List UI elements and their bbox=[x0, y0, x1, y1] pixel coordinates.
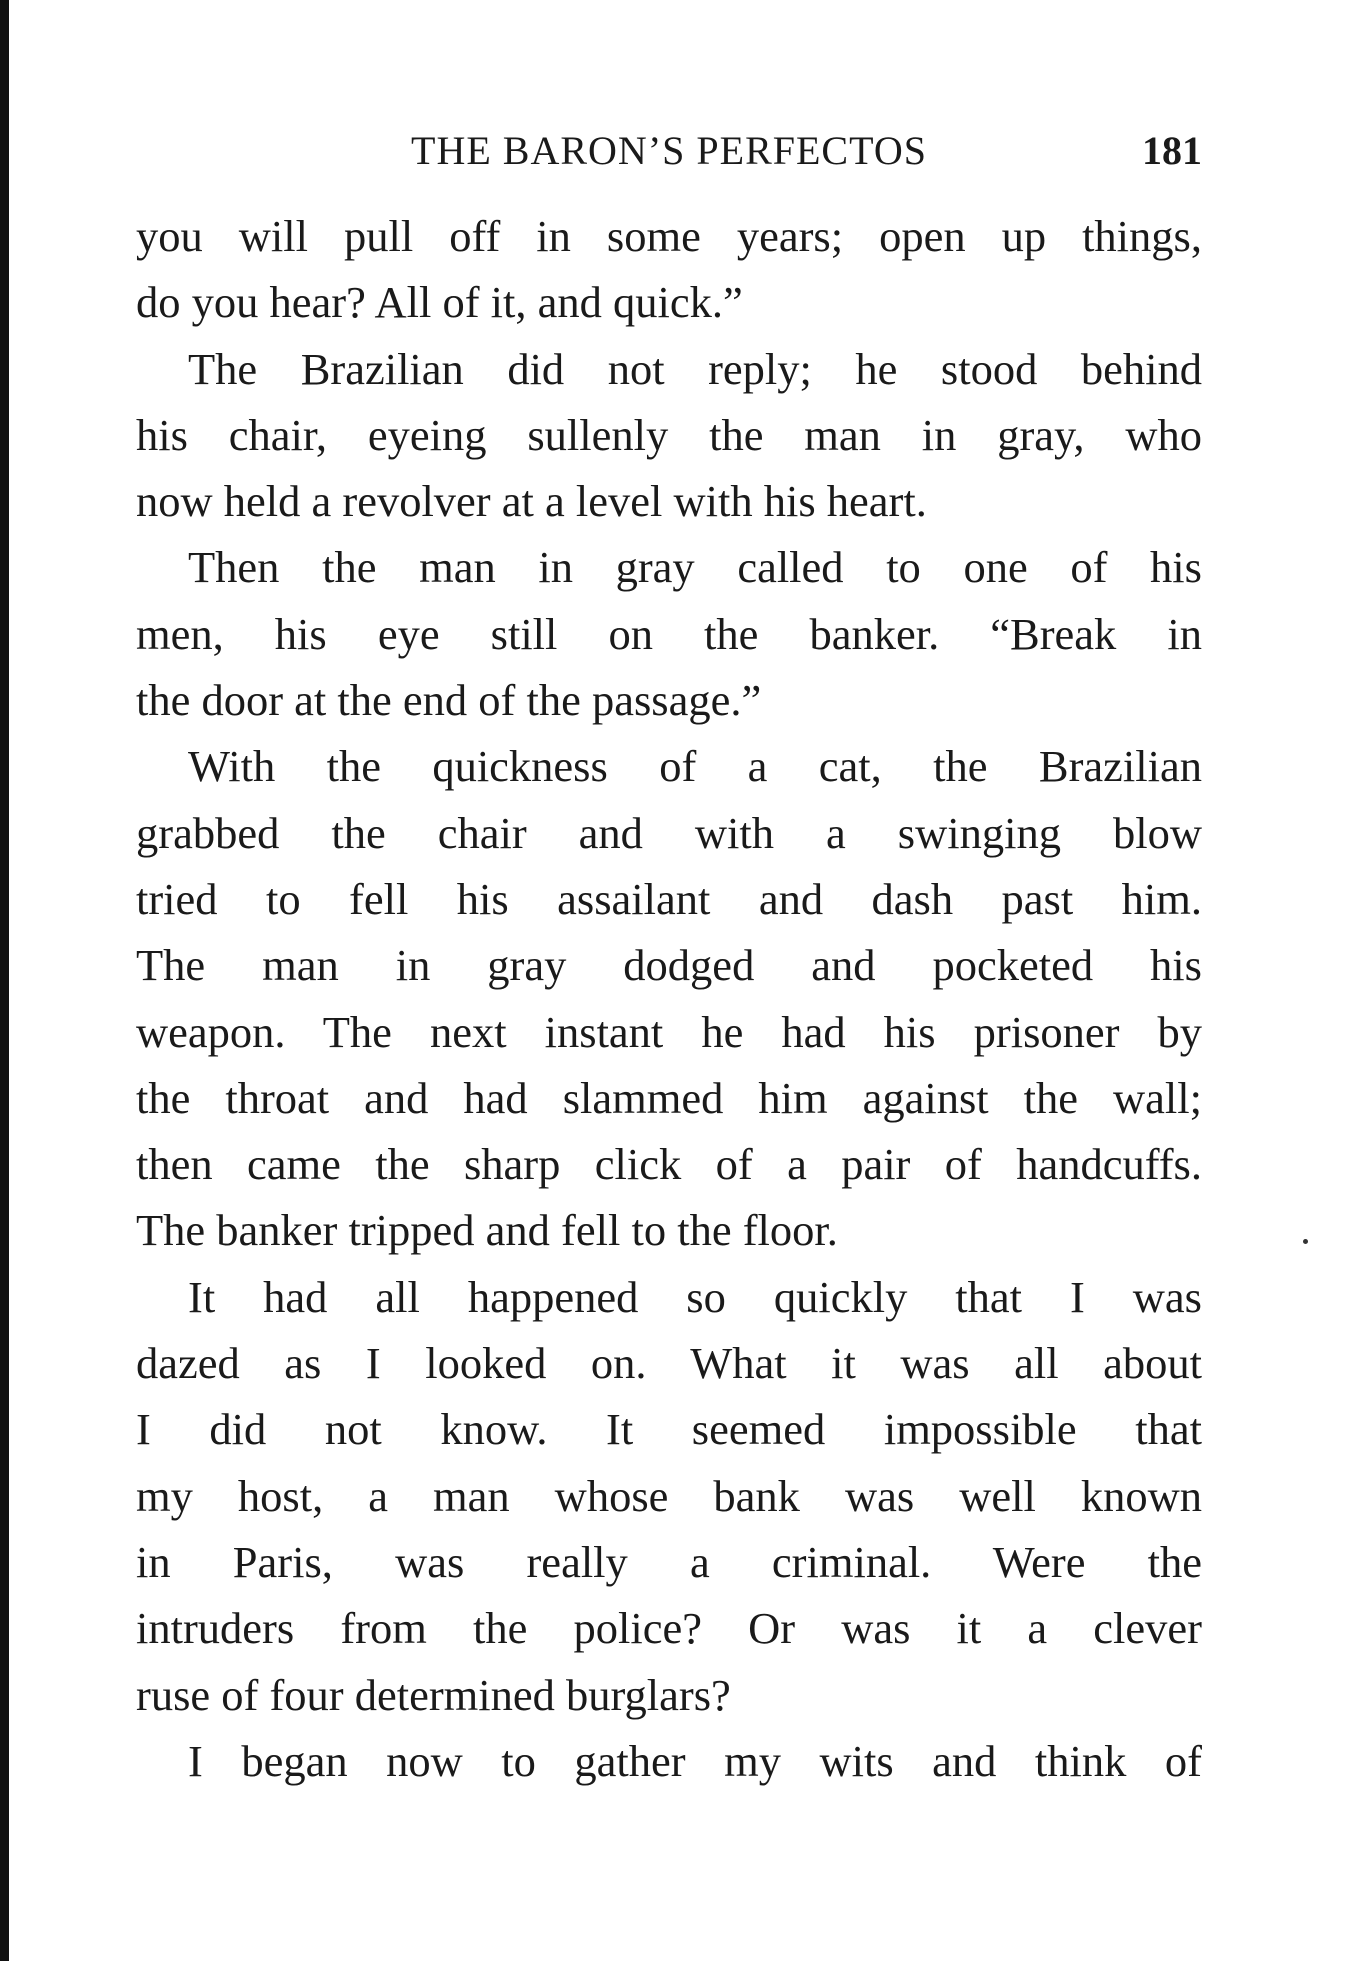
text-line: my host, a man whose bank was well known bbox=[136, 1470, 1202, 1521]
text-line: now held a revolver at a level with his heart. bbox=[136, 476, 927, 527]
body-text bbox=[136, 203, 1202, 1794]
text-line: intruders from the police? Or was it a clever bbox=[136, 1603, 1202, 1654]
text-line: With the quickness of a cat, the Brazilian bbox=[188, 741, 1202, 792]
print-speck bbox=[1303, 1239, 1308, 1244]
text-line: his chair, eyeing sullenly the man in gray, who bbox=[136, 409, 1202, 460]
text-line: I began now to gather my wits and think of bbox=[188, 1735, 1202, 1786]
text-line: tried to fell his assailant and dash past him. bbox=[136, 873, 1202, 924]
text-line: The Brazilian did not reply; he stood behind bbox=[188, 343, 1202, 394]
text-line: grabbed the chair and with a swinging blow bbox=[136, 807, 1202, 858]
text-line: do you hear? All of it, and quick.” bbox=[136, 277, 743, 328]
text-line: you will pull off in some years; open up things, bbox=[136, 211, 1202, 261]
page-binding-edge bbox=[0, 0, 9, 1961]
text-line: ruse of four determined burglars? bbox=[136, 1669, 731, 1720]
text-line: The man in gray dodged and pocketed his bbox=[136, 940, 1202, 991]
page-number: 181 bbox=[1142, 128, 1202, 173]
text-line: It had all happened so quickly that I was bbox=[188, 1271, 1202, 1322]
text-line: the door at the end of the passage.” bbox=[136, 675, 762, 726]
text-line: men, his eye still on the banker. “Break in bbox=[136, 608, 1202, 659]
text-line: weapon. The next instant he had his prisoner by bbox=[136, 1006, 1202, 1057]
running-title: THE BARON’S PERFECTOS bbox=[411, 128, 927, 173]
text-line: I did not know. It seemed impossible that bbox=[136, 1404, 1202, 1455]
text-line: the throat and had slammed him against the wall; bbox=[136, 1072, 1202, 1123]
text-line: in Paris, was really a criminal. Were the bbox=[136, 1536, 1202, 1587]
text-line: Then the man in gray called to one of his bbox=[188, 542, 1202, 593]
text-line: then came the sharp click of a pair of handcuffs. bbox=[136, 1139, 1202, 1190]
running-head bbox=[136, 126, 1202, 176]
text-line: dazed as I looked on. What it was all about bbox=[136, 1338, 1202, 1389]
text-line: The banker tripped and fell to the floor. bbox=[136, 1205, 838, 1256]
